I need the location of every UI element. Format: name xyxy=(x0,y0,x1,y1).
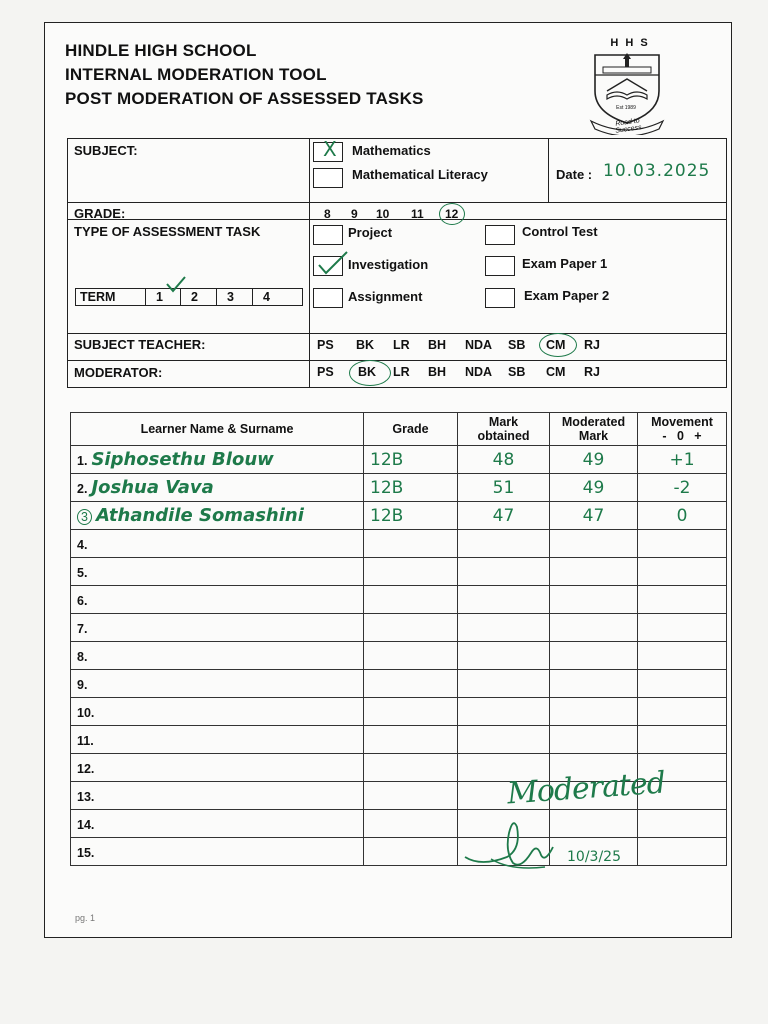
learner-name: Joshua Vava xyxy=(91,477,214,498)
learner-name-cell[interactable] xyxy=(71,754,364,782)
grade-cell[interactable] xyxy=(364,782,458,810)
grade-11[interactable]: 11 xyxy=(411,207,424,221)
grade-cell[interactable] xyxy=(364,614,458,642)
learner-name: Siphosethu Blouw xyxy=(91,449,274,470)
col-mark-obtained: Mark obtained xyxy=(458,413,550,446)
mark-obtained-cell[interactable] xyxy=(458,726,550,754)
moderator-bh[interactable]: BH xyxy=(428,365,447,379)
moderator-signature xyxy=(461,813,571,875)
option-exam-paper-2: Exam Paper 2 xyxy=(524,288,610,303)
moderated-mark-cell[interactable]: 49 xyxy=(550,474,638,502)
grade-cell[interactable]: 12B xyxy=(364,446,458,474)
option-investigation: Investigation xyxy=(348,257,429,272)
term-2[interactable]: 2 xyxy=(181,289,217,305)
mark-obtained-cell[interactable] xyxy=(458,586,550,614)
learner-name-cell[interactable] xyxy=(71,642,364,670)
term-tick-icon xyxy=(164,275,188,295)
movement-cell[interactable]: 0 xyxy=(638,502,727,530)
grade-cell[interactable] xyxy=(364,754,458,782)
exam-paper-2-checkbox[interactable] xyxy=(485,288,515,308)
moderator-lr[interactable]: LR xyxy=(393,365,410,379)
movement-cell[interactable] xyxy=(638,530,727,558)
exam-paper-1-checkbox[interactable] xyxy=(485,256,515,276)
option-assignment: Assignment xyxy=(348,289,423,304)
learner-name-cell[interactable] xyxy=(71,530,364,558)
row-number: 1. xyxy=(77,454,88,468)
form-subtitle: POST MODERATION OF ASSESSED TASKS xyxy=(65,89,424,108)
moderated-mark-cell[interactable] xyxy=(550,698,638,726)
teacher-lr[interactable]: LR xyxy=(393,338,410,352)
row-number: 7. xyxy=(77,622,88,636)
logo-initials: H H S xyxy=(610,37,650,49)
row-number: 5. xyxy=(77,566,88,580)
moderator-label: MODERATOR: xyxy=(74,365,163,380)
moderated-mark-cell[interactable] xyxy=(550,726,638,754)
moderated-mark-cell[interactable] xyxy=(550,558,638,586)
table-row xyxy=(71,558,727,586)
teacher-selection-circle xyxy=(539,333,577,357)
grade-cell[interactable] xyxy=(364,586,458,614)
learner-name-cell[interactable] xyxy=(71,474,364,502)
moderator-cm[interactable]: CM xyxy=(546,365,566,379)
grade-cell[interactable] xyxy=(364,558,458,586)
moderator-ps[interactable]: PS xyxy=(317,365,334,379)
row-number: 8. xyxy=(77,650,88,664)
form-page xyxy=(44,22,732,938)
row-number: 2. xyxy=(77,482,88,496)
col-grade: Grade xyxy=(364,413,458,446)
movement-cell[interactable] xyxy=(638,558,727,586)
learner-name-cell[interactable] xyxy=(71,446,364,474)
teacher-ps[interactable]: PS xyxy=(317,338,334,352)
grade-cell[interactable] xyxy=(364,838,458,866)
math-literacy-checkbox[interactable] xyxy=(313,168,343,188)
signature-date: 10/3/25 xyxy=(567,849,621,865)
row-number: 13. xyxy=(77,790,95,804)
table-row xyxy=(71,502,727,530)
learner-name-cell[interactable] xyxy=(71,558,364,586)
grade-cell[interactable] xyxy=(364,810,458,838)
movement-cell[interactable] xyxy=(638,726,727,754)
learner-name-cell[interactable] xyxy=(71,586,364,614)
row-number: 10. xyxy=(77,706,95,720)
term-label: TERM xyxy=(76,289,146,305)
table-row xyxy=(71,614,727,642)
date-value: 10.03.2025 xyxy=(603,161,711,181)
school-logo xyxy=(575,35,675,135)
moderator-nda[interactable]: NDA xyxy=(465,365,493,379)
mark-obtained-cell[interactable]: 51 xyxy=(458,474,550,502)
moderated-mark-cell[interactable] xyxy=(550,586,638,614)
tool-title: INTERNAL MODERATION TOOL xyxy=(65,65,327,84)
grade-cell[interactable] xyxy=(364,698,458,726)
moderated-stamp: Moderated xyxy=(505,765,667,812)
mark-obtained-cell[interactable] xyxy=(458,558,550,586)
movement-cell[interactable] xyxy=(638,670,727,698)
teacher-rj[interactable]: RJ xyxy=(584,338,600,352)
learner-name-cell[interactable] xyxy=(71,782,364,810)
teacher-nda[interactable]: NDA xyxy=(465,338,493,352)
row-number: 3 xyxy=(77,509,92,525)
moderator-rj[interactable]: RJ xyxy=(584,365,600,379)
teacher-cm[interactable]: CM xyxy=(546,338,566,352)
mark-obtained-cell[interactable] xyxy=(458,614,550,642)
teacher-label: SUBJECT TEACHER: xyxy=(74,337,206,352)
learner-name-cell[interactable] xyxy=(71,614,364,642)
grade-8[interactable]: 8 xyxy=(324,207,331,221)
term-1[interactable]: 1 xyxy=(146,289,181,305)
col-learner-name: Learner Name & Surname xyxy=(71,413,364,446)
row-number: 6. xyxy=(77,594,88,608)
mark-obtained-cell[interactable]: 47 xyxy=(458,502,550,530)
teacher-bh[interactable]: BH xyxy=(428,338,447,352)
moderated-mark-cell[interactable]: 49 xyxy=(550,446,638,474)
grade-cell[interactable]: 12B xyxy=(364,502,458,530)
moderated-mark-cell[interactable] xyxy=(550,642,638,670)
row-number: 4. xyxy=(77,538,88,552)
mark-obtained-cell[interactable] xyxy=(458,530,550,558)
grade-cell[interactable]: 12B xyxy=(364,474,458,502)
movement-cell[interactable] xyxy=(638,642,727,670)
term-4[interactable]: 4 xyxy=(263,290,270,304)
moderator-selection-circle xyxy=(349,360,391,386)
grade-cell[interactable] xyxy=(364,726,458,754)
table-row xyxy=(71,698,727,726)
table-row xyxy=(71,530,727,558)
logo-est: Est 1989 xyxy=(616,105,636,111)
option-control-test: Control Test xyxy=(522,224,598,239)
moderated-mark-cell[interactable] xyxy=(550,670,638,698)
option-project: Project xyxy=(348,225,393,240)
row-number: 12. xyxy=(77,762,95,776)
row-number: 11. xyxy=(77,734,94,748)
grade-12[interactable]: 12 xyxy=(445,207,459,221)
task-details-box xyxy=(67,138,727,388)
grade-cell[interactable] xyxy=(364,670,458,698)
table-row xyxy=(71,474,727,502)
teacher-bk[interactable]: BK xyxy=(356,338,375,352)
movement-cell[interactable]: -2 xyxy=(638,474,727,502)
learner-name-cell[interactable] xyxy=(71,502,364,530)
option-mathematics: Mathematics xyxy=(352,143,431,158)
row-number: 14. xyxy=(77,818,95,832)
movement-cell[interactable] xyxy=(638,614,727,642)
grade-10[interactable]: 10 xyxy=(376,207,390,221)
table-row xyxy=(71,726,727,754)
table-row xyxy=(71,586,727,614)
table-row xyxy=(71,810,727,838)
assignment-checkbox[interactable] xyxy=(313,288,343,308)
moderator-bk[interactable]: BK xyxy=(358,365,377,379)
movement-cell[interactable] xyxy=(638,838,727,866)
moderated-mark-cell[interactable] xyxy=(550,614,638,642)
mark-obtained-cell[interactable] xyxy=(458,642,550,670)
moderated-mark-cell[interactable] xyxy=(550,530,638,558)
table-row xyxy=(71,446,727,474)
table-header-row xyxy=(71,413,727,446)
table-row xyxy=(71,642,727,670)
mark-obtained-cell[interactable] xyxy=(458,698,550,726)
logo-motto: Road to Success xyxy=(614,117,643,135)
mathematics-check-mark: X xyxy=(323,137,337,161)
grade-cell[interactable] xyxy=(364,642,458,670)
movement-cell[interactable] xyxy=(638,810,727,838)
grade-label: GRADE: xyxy=(74,206,126,221)
learner-name-cell[interactable] xyxy=(71,670,364,698)
option-math-literacy: Mathematical Literacy xyxy=(352,167,488,182)
moderated-mark-cell[interactable]: 47 xyxy=(550,502,638,530)
movement-cell[interactable] xyxy=(638,586,727,614)
table-row xyxy=(71,838,727,866)
moderator-sb[interactable]: SB xyxy=(508,365,526,379)
project-checkbox[interactable] xyxy=(313,225,343,245)
movement-cell[interactable] xyxy=(638,698,727,726)
control-test-checkbox[interactable] xyxy=(485,225,515,245)
learner-name-cell[interactable] xyxy=(71,698,364,726)
teacher-sb[interactable]: SB xyxy=(508,338,526,352)
task-type-label: TYPE OF ASSESSMENT TASK xyxy=(74,224,261,239)
grade-selection-circle xyxy=(439,203,465,225)
subject-label: SUBJECT: xyxy=(74,143,138,158)
row-number: 9. xyxy=(77,678,88,692)
learner-name: Athandile Somashini xyxy=(95,505,304,526)
mark-obtained-cell[interactable] xyxy=(458,670,550,698)
mark-obtained-cell[interactable]: 48 xyxy=(458,446,550,474)
term-selector xyxy=(75,288,303,306)
grade-9[interactable]: 9 xyxy=(351,207,358,221)
learner-name-cell[interactable] xyxy=(71,838,364,866)
row-number: 15. xyxy=(77,846,95,860)
grade-cell[interactable] xyxy=(364,530,458,558)
col-moderated-mark: Moderated Mark xyxy=(550,413,638,446)
school-name: HINDLE HIGH SCHOOL xyxy=(65,41,257,60)
table-row xyxy=(71,670,727,698)
option-exam-paper-1: Exam Paper 1 xyxy=(522,256,608,271)
learner-name-cell[interactable] xyxy=(71,726,364,754)
col-movement: Movement - 0 + xyxy=(638,413,727,446)
investigation-tick-icon xyxy=(316,249,350,277)
movement-cell[interactable]: +1 xyxy=(638,446,727,474)
date-label: Date : xyxy=(556,167,593,182)
page-number: pg. 1 xyxy=(75,913,96,923)
term-3[interactable]: 3 xyxy=(217,289,253,305)
learner-name-cell[interactable] xyxy=(71,810,364,838)
